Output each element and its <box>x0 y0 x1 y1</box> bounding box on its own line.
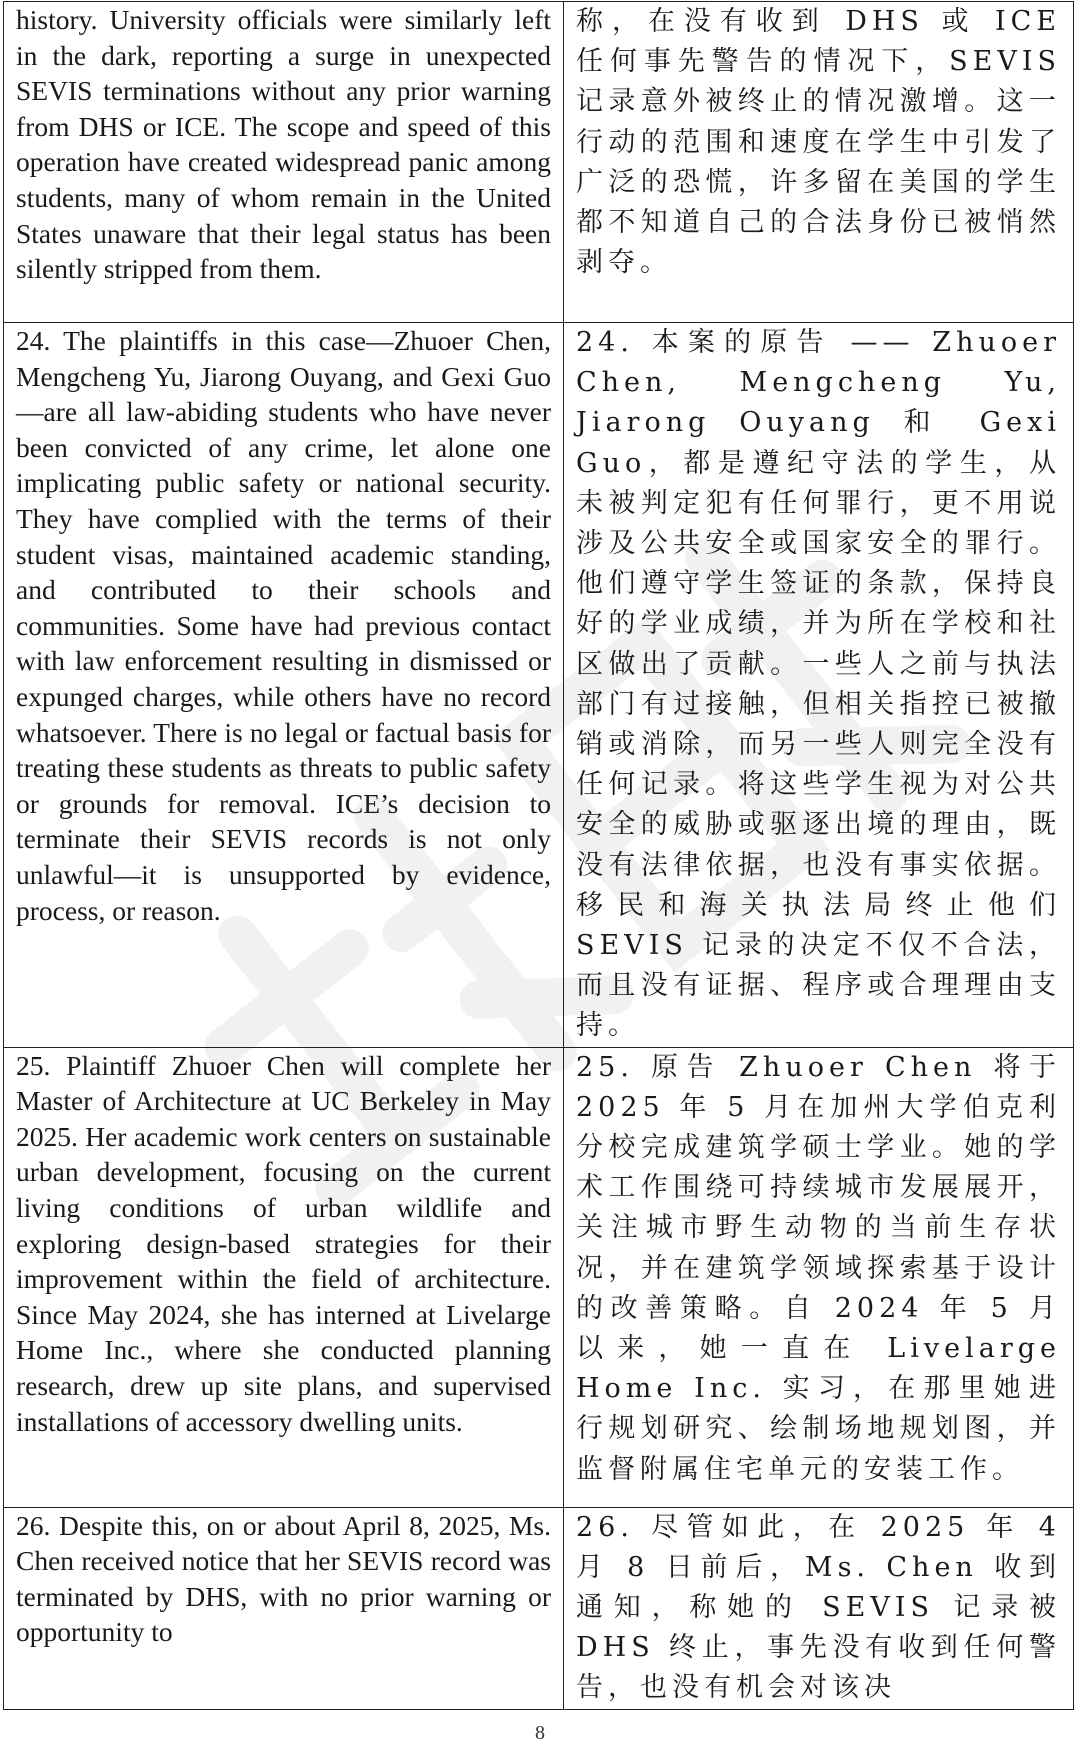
bilingual-table <box>3 1 1074 1710</box>
table-row <box>4 1047 1074 1507</box>
english-cell: 26. Despite this, on or about April 8, 2025, Ms. Chen received notice that her SEVIS record was terminated by DHS, with no prior warning or opportunity to <box>4 1507 564 1709</box>
chinese-cell: 25. 原告 Zhuoer Chen 将于 2025 年 5 月在加州大学伯克利分校完成建筑学硕士学业。她的学术工作围绕可持续城市发展展开，关注城市野生动物的当前生存状况，并在建筑学领域探索基于设计的改善策略。自 2024 年 5 月以来，她一直在 Livelarge Home Inc. 实习，在那里她进行规划研究、绘制场地规划图，并监督附属住宅单元的安装工作。 <box>564 1047 1074 1507</box>
chinese-cell: 26. 尽管如此，在 2025 年 4 月 8 日前后，Ms. Chen 收到通知，称她的 SEVIS 记录被 DHS 终止，事先没有收到任何警告，也没有机会对该决 <box>564 1507 1074 1709</box>
table-row <box>4 1507 1074 1709</box>
table-row <box>4 2 1074 323</box>
english-cell: 25. Plaintiff Zhuoer Chen will complete her Master of Architecture at UC Berkeley in May 2025. Her academic work centers on sustainable urban development, focusing on the current living conditions of urban wildlife and exploring design-based strategies for their improvement within the field of architecture. Since May 2024, she has interned at Livelarge Home Inc., where she conducted planning research, drew up site plans, and supervised installations of accessory dwelling units. <box>4 1047 564 1507</box>
page-number: 8 <box>535 1722 545 1744</box>
chinese-cell: 24. 本案的原告 —— Zhuoer Chen, Mengcheng Yu, Jiarong Ouyang 和 Gexi Guo，都是遵纪守法的学生，从未被判定犯有任何罪行，更不用说涉及公共安全或国家安全的罪行。他们遵守学生签证的条款，保持良好的学业成绩，并为所在学校和社区做出了贡献。一些人之前与执法部门有过接触，但相关指控已被撤销或消除，而另一些人则完全没有任何记录。将这些学生视为对公共安全的威胁或驱逐出境的理由，既没有法律依据，也没有事实依据。移民和海关执法局终止他们 SEVIS 记录的决定不仅不合法，而且没有证据、程序或合理理由支持。 <box>564 323 1074 1048</box>
table-row <box>4 323 1074 1048</box>
english-cell: history. University officials were similarly left in the dark, reporting a surge in unexpected SEVIS terminations without any prior warning from DHS or ICE. The scope and speed of this operation have created widespread panic among students, many of whom remain in the United States unaware that their legal status has been silently stripped from them. <box>4 2 564 323</box>
chinese-cell: 称，在没有收到 DHS 或 ICE 任何事先警告的情况下，SEVIS 记录意外被终止的情况激增。这一行动的范围和速度在学生中引发了广泛的恐慌，许多留在美国的学生都不知道自己的合法身份已被悄然剥夺。 <box>564 2 1074 323</box>
english-cell: 24. The plaintiffs in this case—Zhuoer Chen, Mengcheng Yu, Jiarong Ouyang, and Gexi Guo—are all law-abiding students who have never been convicted of any crime, let alone one implicating public safety or national security. They have complied with the terms of their student visas, maintained academic standing, and contributed to their schools and communities. Some have had previous contact with law enforcement resulting in dismissed or expunged charges, while others have no record whatsoever. There is no legal or factual basis for treating these students as threats to public safety or grounds for removal. ICE’s decision to terminate their SEVIS records is not only unlawful—it is unsupported by evidence, process, or reason. <box>4 323 564 1048</box>
